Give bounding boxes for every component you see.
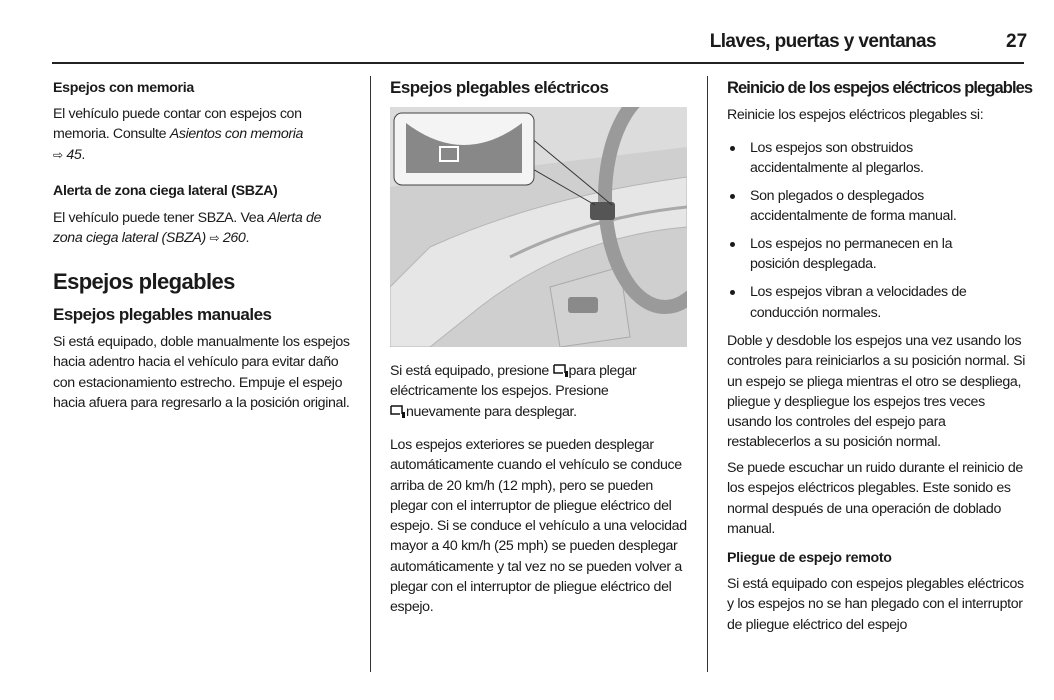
list-item: Son plegados o desplegados accidentalmente de forma manual. — [727, 186, 987, 227]
sbza-text: El vehículo puede tener SBZA. Vea Alerta de zona ciega lateral (SBZA) ⇨ 260. — [53, 210, 322, 247]
reset-heading: Reinicio de los espejos eléctricos plegables — [727, 79, 1033, 97]
reset-procedure-text: Doble y desdoble los espejos una vez usando los controles para reiniciarlos a su posición normal. Si un espejo se pliega mientras el otro se despliega, pliegue y despliegue los espejos tres veces usando los controles del espejo para restablecerlos a su posición normal. — [727, 333, 1026, 451]
list-item: Los espejos son obstruidos accidentalmente al plegarlos. — [727, 138, 987, 179]
auto-unfold-text: Los espejos exteriores se pueden desplegar automáticamente cuando el vehículo se conduce arriba de 20 km/h (12 mph), pero se pueden plegar con el interruptor de pliegue eléctrico del espejo. Si se conduce el vehículo a una velocidad mayor a 40 km/h (25 mph) se pueden desplegar automáticamente y tal vez no se pueden volver a plegar con el interruptor de pliegue eléctrico del espejo. — [390, 437, 687, 616]
power-folding-heading: Espejos plegables eléctricos — [390, 78, 609, 97]
page-ref[interactable]: 260 — [222, 230, 246, 247]
reset-intro: Reinicie los espejos eléctricos plegables si: — [727, 107, 984, 123]
column-divider — [707, 76, 708, 672]
sbza-link[interactable]: Alerta de zona ciega lateral (SBZA) — [53, 210, 322, 247]
mirror-fold-icon — [553, 363, 569, 377]
remote-fold-heading: Pliegue de espejo remoto — [727, 550, 892, 566]
page-ref[interactable]: 45 — [66, 146, 82, 163]
ref-arrow-icon: ⇨ — [209, 231, 220, 246]
ref-arrow-icon: ⇨ — [53, 147, 63, 162]
manual-folding-text: Si está equipado, doble manualmente los espejos hacia adentro hacia el vehículo para evitar daño con estacionamiento estrecho. Empuje el espejo hacia afuera para regresarlo a la posición original. — [53, 334, 350, 411]
door-switch-illustration — [390, 107, 687, 347]
reset-noise-text: Se puede escuchar un ruido durante el reinicio de los espejos eléctricos plegables. Este sonido es normal después de una operación de doblado manual. — [727, 460, 1023, 537]
list-item: Los espejos no permanecen en la posición desplegada. — [727, 234, 987, 275]
memory-mirrors-text: El vehículo puede contar con espejos con memoria. Consulte Asientos con memoria ⇨ 45. — [53, 106, 304, 163]
column-divider — [370, 76, 371, 672]
power-fold-instructions: Si está equipado, presione para plegar eléctricamente los espejos. Presione nuevamente para desplegar. — [390, 363, 637, 420]
reset-conditions-list — [727, 138, 987, 330]
page-number: 27 — [1006, 31, 1028, 52]
list-item: Los espejos vibran a velocidades de conducción normales. — [727, 282, 987, 323]
folding-mirrors-title: Espejos plegables — [53, 269, 235, 294]
sbza-heading: Alerta de zona ciega lateral (SBZA) — [53, 183, 278, 199]
section-title: Llaves, puertas y ventanas — [709, 31, 936, 52]
remote-fold-text: Si está equipado con espejos plegables eléctricos y los espejos no se han plegado con el interruptor de pliegue eléctrico del espejo — [727, 576, 1024, 633]
manual-folding-heading: Espejos plegables manuales — [53, 305, 272, 324]
memory-seats-link[interactable]: Asientos con memoria — [169, 126, 304, 143]
memory-mirrors-heading: Espejos con memoria — [53, 80, 194, 96]
header-rule — [52, 62, 1024, 64]
mirror-fold-icon — [390, 404, 406, 418]
